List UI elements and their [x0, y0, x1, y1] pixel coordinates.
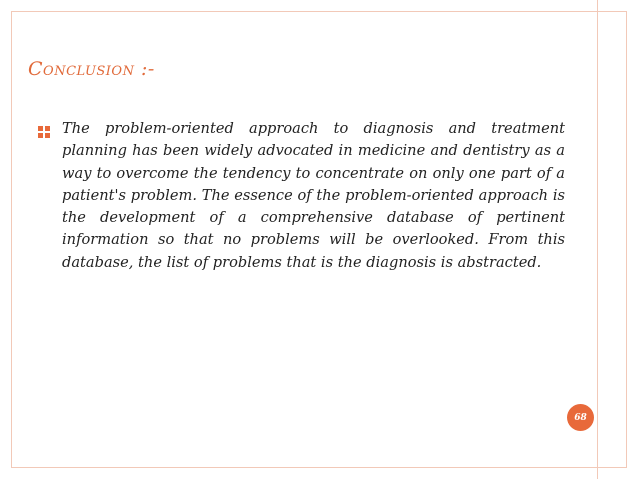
vertical-rule [597, 0, 598, 479]
quad-square-bullet-icon [38, 126, 50, 138]
slide-title: Conclusion :- [28, 58, 155, 80]
page-number-badge: 68 [567, 404, 594, 431]
bullet-text: The problem-oriented approach to diagnosis and treatment planning has been widely advocated in medicine and dentistry as a way to overcome the tendency to concentrate on only one part of a patient's problem. The essence of the problem-oriented approach is the development of a comprehensive database of pertinent information so that no problems will be overlooked. From this database, the list of problems that is the diagnosis is abstracted. [62, 120, 565, 271]
bullet-item [30, 118, 565, 274]
